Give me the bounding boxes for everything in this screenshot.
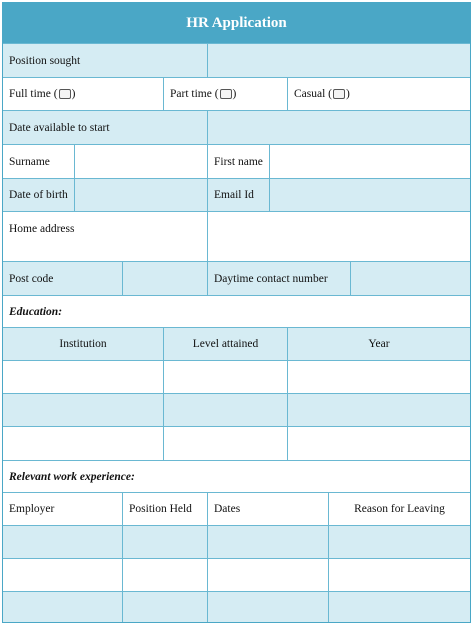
email-field[interactable]: [270, 179, 470, 212]
work-heading-row: [3, 461, 470, 493]
education-level-cell[interactable]: [164, 427, 288, 461]
full-time-option[interactable]: [3, 78, 164, 111]
work-reason-cell[interactable]: [329, 526, 470, 559]
education-heading: Education:: [3, 296, 470, 328]
education-institution-cell[interactable]: [3, 427, 164, 461]
part-time-checkbox[interactable]: [220, 89, 232, 99]
home-address-label: Home address: [3, 212, 208, 262]
date-available-label: Date available to start: [3, 111, 208, 145]
home-address-field[interactable]: [208, 212, 470, 262]
postcode-contact-row: [3, 262, 470, 296]
education-col-level: Level attained: [164, 328, 288, 361]
work-row: [3, 592, 470, 622]
work-header-row: [3, 493, 470, 526]
casual-close: ): [346, 88, 350, 100]
education-row: [3, 394, 470, 427]
work-col-position: Position Held: [123, 493, 208, 526]
dob-email-row: [3, 179, 470, 212]
work-col-dates: Dates: [208, 493, 329, 526]
work-employer-cell[interactable]: [3, 592, 123, 622]
part-time-close: ): [232, 88, 237, 100]
education-level-cell[interactable]: [164, 361, 288, 394]
hr-application-form: [2, 2, 471, 623]
daytime-contact-field[interactable]: [351, 262, 470, 296]
education-row: [3, 427, 470, 461]
education-institution-cell[interactable]: [3, 394, 164, 427]
post-code-label: Post code: [3, 262, 123, 296]
name-row: [3, 145, 470, 179]
work-col-reason: Reason for Leaving: [329, 493, 470, 526]
education-heading-row: [3, 296, 470, 328]
first-name-field[interactable]: [270, 145, 470, 179]
work-position-cell[interactable]: [123, 526, 208, 559]
position-sought-label: Position sought: [3, 44, 208, 78]
date-of-birth-field[interactable]: [75, 179, 208, 212]
work-dates-cell[interactable]: [208, 559, 329, 592]
part-time-label: Part time (: [170, 88, 219, 100]
post-code-field[interactable]: [123, 262, 208, 296]
work-col-employer: Employer: [3, 493, 123, 526]
education-year-cell[interactable]: [288, 361, 470, 394]
position-sought-row: [3, 44, 470, 78]
work-row: [3, 559, 470, 592]
full-time-close: ): [71, 88, 76, 100]
work-employer-cell[interactable]: [3, 526, 123, 559]
education-header-row: [3, 328, 470, 361]
work-experience-heading: Relevant work experience:: [3, 461, 470, 493]
surname-field[interactable]: [75, 145, 208, 179]
education-institution-cell[interactable]: [3, 361, 164, 394]
date-available-field[interactable]: [208, 111, 470, 145]
education-col-year: Year: [288, 328, 470, 361]
education-col-institution: Institution: [3, 328, 164, 361]
first-name-label: First name: [208, 145, 270, 179]
casual-label: Casual (: [294, 88, 333, 100]
position-sought-field[interactable]: [208, 44, 470, 78]
casual-option[interactable]: [288, 78, 470, 111]
work-row: [3, 526, 470, 559]
casual-checkbox[interactable]: [333, 89, 345, 99]
title-bar: [3, 3, 470, 44]
work-reason-cell[interactable]: [329, 592, 470, 622]
employment-type-row: [3, 78, 470, 111]
work-dates-cell[interactable]: [208, 592, 329, 622]
daytime-contact-label: Daytime contact number: [208, 262, 351, 296]
education-row: [3, 361, 470, 394]
part-time-option[interactable]: [164, 78, 288, 111]
work-position-cell[interactable]: [123, 592, 208, 622]
form-title: HR Application: [3, 3, 470, 44]
date-available-row: [3, 111, 470, 145]
education-year-cell[interactable]: [288, 427, 470, 461]
surname-label: Surname: [3, 145, 75, 179]
work-reason-cell[interactable]: [329, 559, 470, 592]
work-dates-cell[interactable]: [208, 526, 329, 559]
work-position-cell[interactable]: [123, 559, 208, 592]
home-address-row: [3, 212, 470, 262]
education-level-cell[interactable]: [164, 394, 288, 427]
date-of-birth-label: Date of birth: [3, 179, 75, 212]
full-time-checkbox[interactable]: [59, 89, 71, 99]
work-employer-cell[interactable]: [3, 559, 123, 592]
email-label: Email Id: [208, 179, 270, 212]
full-time-label: Full time (: [9, 88, 58, 100]
education-year-cell[interactable]: [288, 394, 470, 427]
